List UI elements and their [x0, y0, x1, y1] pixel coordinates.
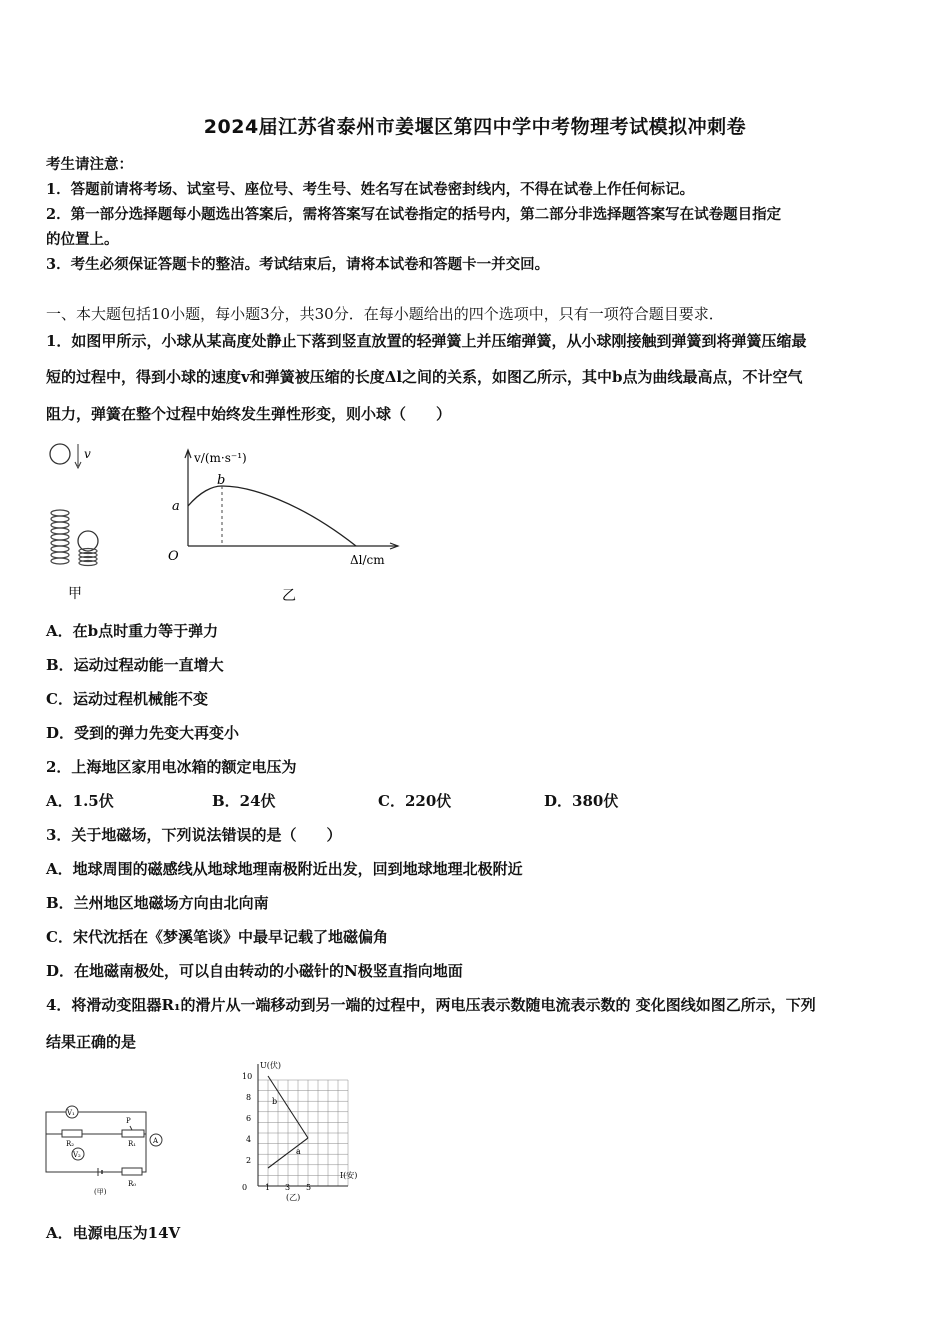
- x-tick: 3: [285, 1183, 291, 1192]
- y-tick: 6: [246, 1114, 252, 1123]
- resistor-r2: [62, 1130, 82, 1137]
- q1-figure-spring: [40, 438, 130, 608]
- q2-options: [46, 790, 906, 811]
- y-tick: 10: [242, 1072, 253, 1081]
- figure-caption-jia: 甲: [68, 586, 82, 602]
- r1-label: R₁: [128, 1140, 137, 1148]
- q1-option-c[interactable]: C．运动过程机械能不变: [46, 690, 208, 708]
- spring-uncompressed: [51, 510, 69, 564]
- q2-option-d[interactable]: D．380伏: [544, 792, 619, 810]
- v1-label: V₁: [67, 1109, 75, 1117]
- y-tick: 8: [246, 1093, 252, 1102]
- graph-caption: (乙): [286, 1193, 301, 1202]
- v2-label: V₂: [73, 1151, 81, 1159]
- q2-option-b[interactable]: B．24伏: [212, 792, 276, 810]
- x-tick: 0: [242, 1183, 248, 1192]
- notice-item: 3．考生必须保证答题卡的整洁。考试结束后，请将本试卷和答题卡一并交回。: [46, 256, 550, 273]
- q1-stem-line: 短的过程中，得到小球的速度v和弹簧被压缩的长度Δl之间的关系，如图乙所示，其中b点为曲线最高点，不计空气: [46, 368, 803, 386]
- circuit-caption: (甲): [94, 1188, 107, 1196]
- resistor-r0: [122, 1168, 142, 1175]
- q1-option-d[interactable]: D．受到的弹力先变大再变小: [46, 724, 240, 742]
- q2-option-a[interactable]: A．1.5伏: [46, 792, 114, 810]
- q1-option-b[interactable]: B．运动过程动能一直增大: [46, 656, 224, 674]
- y-axis-label: U(伏): [260, 1061, 281, 1070]
- q1-stem-line: 1．如图甲所示，小球从某高度处静止下落到竖直放置的轻弹簧上并压缩弹簧，从小球刚接触到弹簧到将弹簧压缩最: [46, 332, 807, 350]
- falling-ball: [50, 444, 70, 464]
- ammeter-label: A: [153, 1137, 159, 1145]
- figure-caption-yi: 乙: [282, 588, 296, 604]
- velocity-curve: [188, 486, 356, 546]
- q3-stem: 3．关于地磁场，下列说法错误的是（ ）: [46, 826, 342, 844]
- q1-figure-graph: [160, 440, 410, 608]
- x-axis-label: Δl/cm: [350, 553, 385, 567]
- r0-label: R₀: [128, 1180, 137, 1188]
- notice-item: 的位置上。: [46, 231, 119, 248]
- rheostat-r1: [122, 1130, 144, 1137]
- q1-stem-line: 阻力，弹簧在整个过程中始终发生弹性形变，则小球（ ）: [46, 405, 452, 423]
- line-b-label: b: [272, 1097, 278, 1106]
- slider-p-label: P: [126, 1117, 131, 1125]
- exam-title: 2024届江苏省泰州市姜堰区第四中学中考物理考试模拟冲刺卷: [203, 116, 747, 138]
- notice-item: 1．答题前请将考场、试室号、座位号、考生号、姓名写在试卷密封线内，不得在试卷上作任何标记。: [46, 181, 695, 198]
- q3-option-b[interactable]: B．兰州地区地磁场方向由北向南: [46, 894, 269, 912]
- point-b-label: b: [217, 473, 226, 488]
- r2-label: R₂: [66, 1140, 75, 1148]
- point-a-label: a: [172, 499, 180, 514]
- origin-label: O: [168, 549, 179, 564]
- notice-item: 2．第一部分选择题每小题选出答案后，需将答案写在试卷指定的括号内，第二部分非选择题答案写在试卷题目指定: [46, 206, 782, 223]
- x-axis-label: I(安): [340, 1171, 358, 1180]
- y-tick: 2: [246, 1156, 252, 1165]
- q3-option-a[interactable]: A．地球周围的磁感线从地球地理南极附近出发，回到地球地理北极附近: [46, 860, 523, 878]
- section-heading: 一、本大题包括10小题，每小题3分，共30分．在每小题给出的四个选项中，只有一项符合题目要求．: [46, 305, 724, 323]
- y-tick: 4: [246, 1135, 252, 1144]
- q2-stem: 2．上海地区家用电冰箱的额定电压为: [46, 758, 297, 776]
- q3-option-c[interactable]: C．宋代沈括在《梦溪笔谈》中最早记载了地磁偏角: [46, 928, 388, 946]
- q3-option-d[interactable]: D．在地磁南极处，可以自由转动的小磁针的N极竖直指向地面: [46, 962, 463, 980]
- q2-option-c[interactable]: C．220伏: [378, 792, 452, 810]
- q1-option-a[interactable]: A．在b点时重力等于弹力: [46, 622, 219, 640]
- q4-stem-line: 结果正确的是: [46, 1033, 137, 1051]
- q4-stem-line: 4．将滑动变阻器R₁的滑片从一端移动到另一端的过程中，两电压表示数随电流表示数的 变化图线如图乙所示，下列: [46, 996, 816, 1014]
- x-tick: 1: [265, 1183, 271, 1192]
- q4-ui-graph: [236, 1058, 376, 1204]
- x-tick: 5: [306, 1183, 312, 1192]
- grid: [258, 1080, 348, 1186]
- line-a-label: a: [296, 1147, 301, 1156]
- q4-option-a[interactable]: A．电源电压为14V: [46, 1224, 181, 1242]
- q4-circuit-diagram: [40, 1098, 170, 1200]
- velocity-label: v: [84, 447, 91, 461]
- notice-heading: 考生请注意：: [46, 156, 133, 173]
- y-axis-label: v/(m·s⁻¹): [194, 451, 247, 465]
